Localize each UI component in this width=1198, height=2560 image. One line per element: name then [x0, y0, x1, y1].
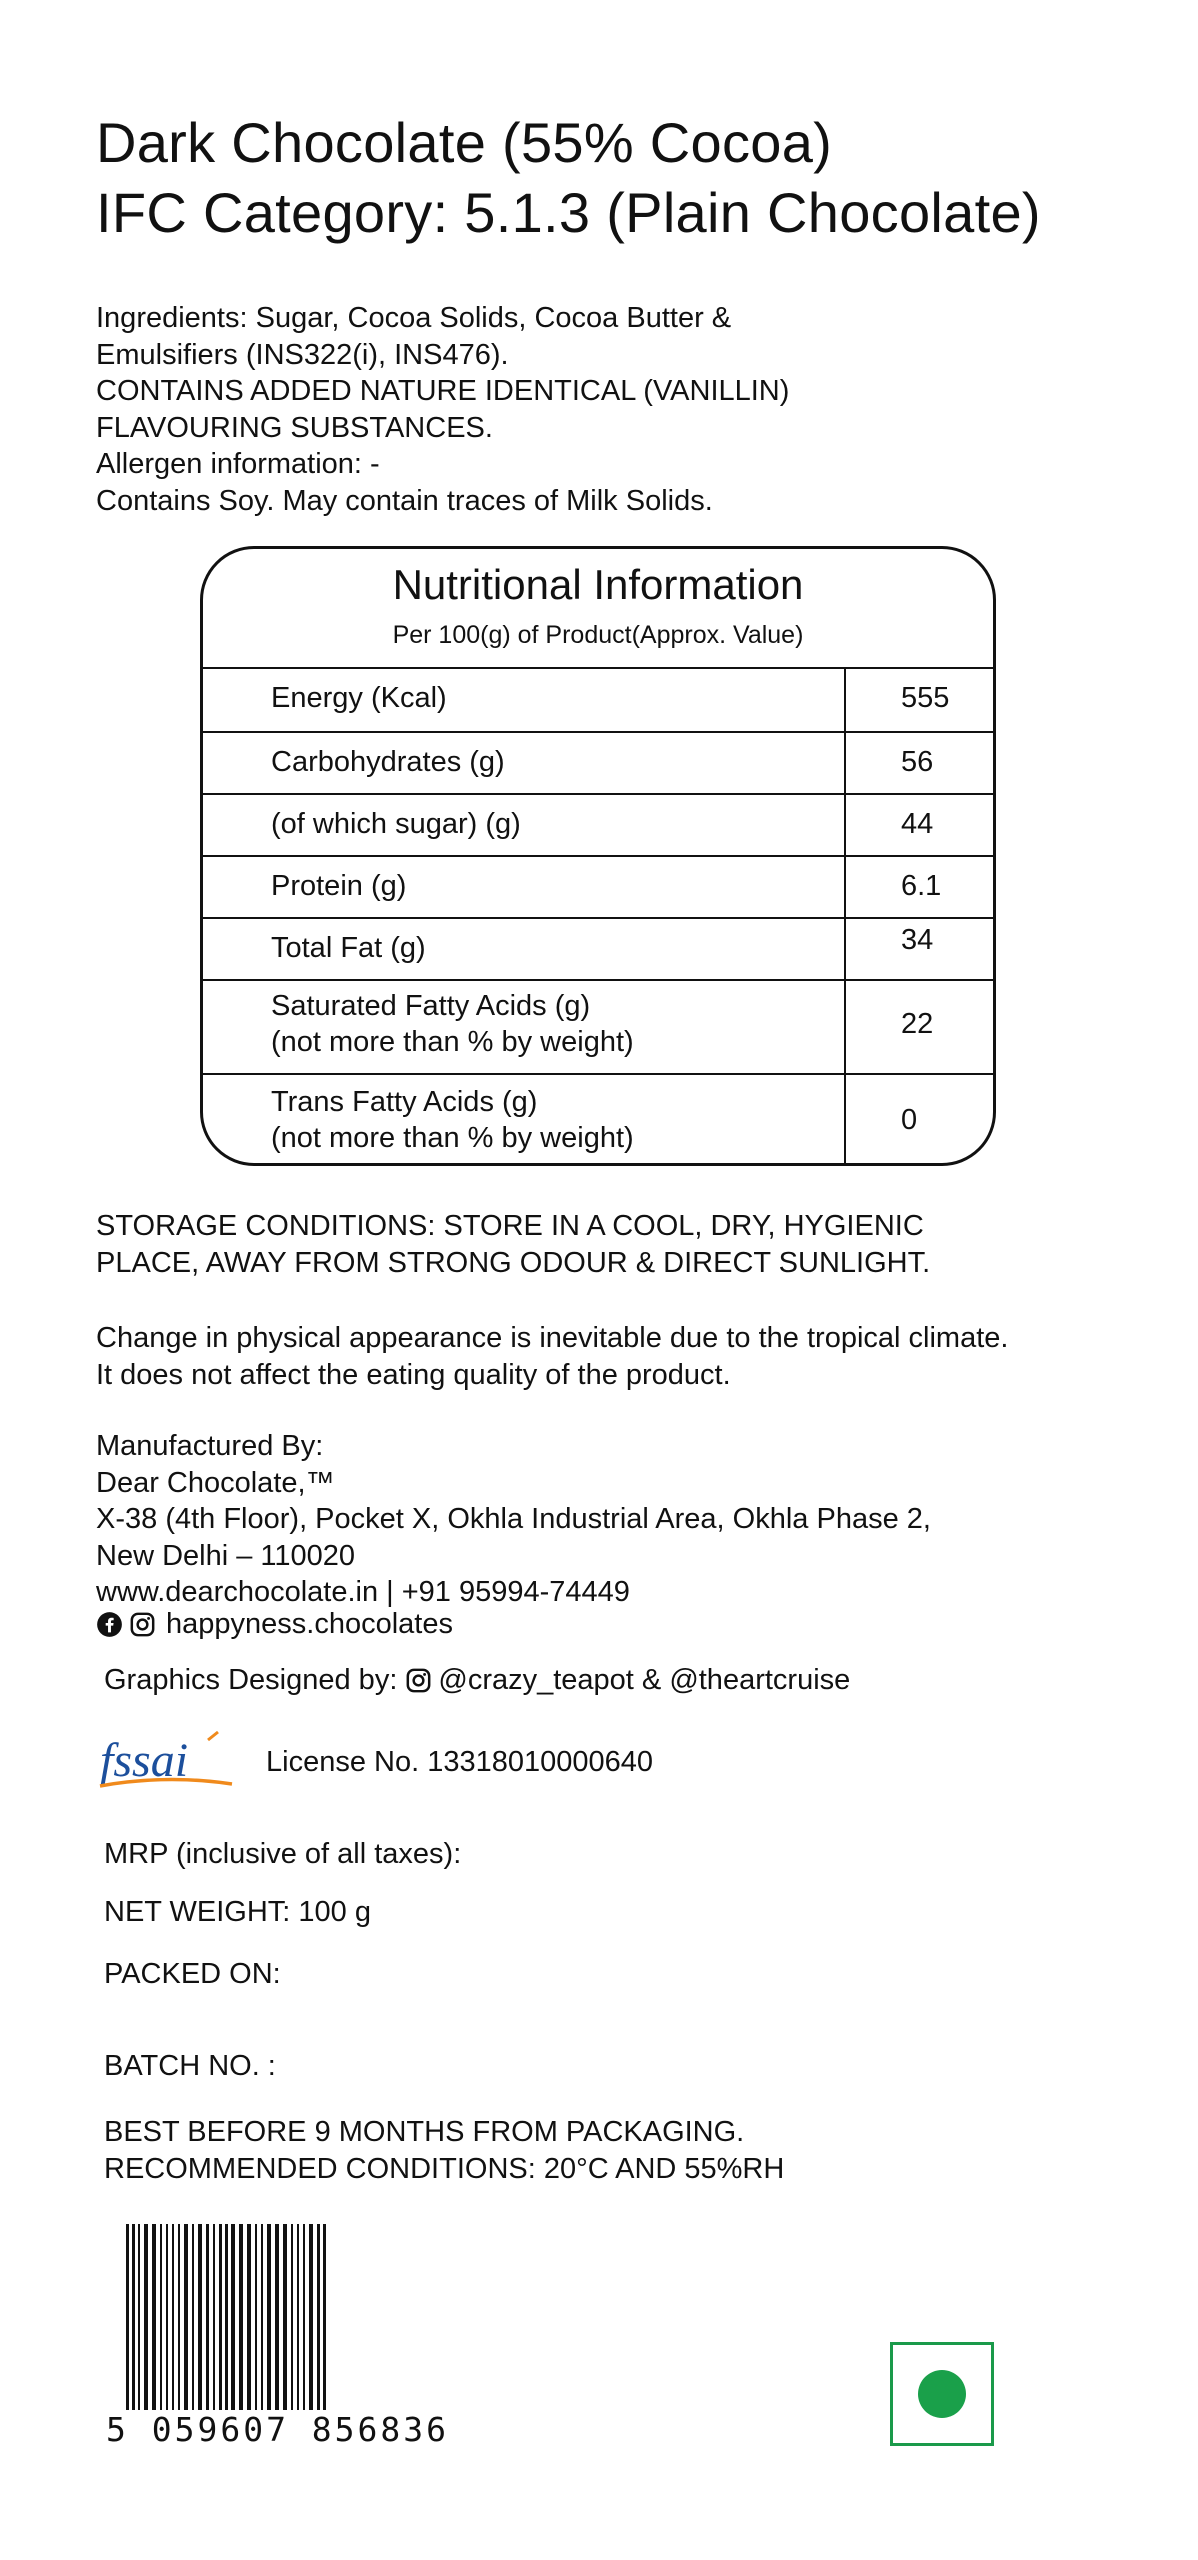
- best-before-line: BEST BEFORE 9 MONTHS FROM PACKAGING.: [104, 2116, 745, 2148]
- product-title: Dark Chocolate (55% Cocoa): [96, 111, 833, 174]
- barcode-bar: [297, 2224, 299, 2410]
- social-handle: happyness.chocolates: [166, 1608, 453, 1640]
- ingredients-line: Contains Soy. May contain traces of Milk Solids.: [96, 484, 713, 517]
- barcode-bar: [184, 2224, 188, 2410]
- manufacturer-line: www.dearchocolate.in | +91 95994-74449: [96, 1576, 630, 1608]
- graphics-credits: [104, 1662, 850, 1698]
- storage-line: PLACE, AWAY FROM STRONG ODOUR & DIRECT SUNLIGHT.: [96, 1246, 931, 1279]
- barcode-bar: [261, 2224, 263, 2410]
- table-divider: [203, 917, 993, 919]
- nutrition-row-label: Protein (g): [271, 870, 407, 902]
- social-handle-row: [96, 1606, 453, 1642]
- barcode-bar: [247, 2224, 251, 2410]
- instagram-icon: [129, 1611, 156, 1638]
- table-divider: [203, 793, 993, 795]
- fssai-logo-text: fssai: [100, 1734, 189, 1787]
- best-before-block: [104, 2114, 784, 2187]
- veg-dot: [918, 2370, 966, 2418]
- nutrition-row-value: 22: [901, 1008, 934, 1040]
- table-divider: [203, 667, 993, 669]
- facebook-icon: [96, 1611, 123, 1638]
- nutrition-row-label: Total Fat (g): [271, 932, 426, 964]
- barcode-bar: [283, 2224, 287, 2410]
- nutrition-subtitle: Per 100(g) of Product(Approx. Value): [392, 621, 804, 649]
- fssai-logo: [96, 1726, 236, 1796]
- barcode-bar: [231, 2224, 235, 2410]
- ingredients-line: FLAVOURING SUBSTANCES.: [96, 411, 493, 444]
- barcode-bar: [213, 2224, 215, 2410]
- ifc-category: IFC Category: 5.1.3 (Plain Chocolate): [96, 181, 1041, 244]
- nutrition-title: Nutritional Information: [392, 561, 804, 608]
- barcode-bar: [138, 2224, 140, 2410]
- table-divider: [203, 731, 993, 733]
- note-line: Change in physical appearance is inevitable due to the tropical climate.: [96, 1322, 1009, 1354]
- batch-number-field: BATCH NO. :: [104, 2050, 276, 2082]
- barcode-bar: [192, 2224, 194, 2410]
- fssai-license: License No. 13318010000640: [266, 1746, 653, 1778]
- instagram-icon: [405, 1667, 432, 1694]
- manufacturer-line: Manufactured By:: [96, 1430, 324, 1462]
- nutrition-row-value: 56: [901, 746, 934, 778]
- barcode-bar: [198, 2224, 202, 2410]
- barcode-bar: [206, 2224, 209, 2410]
- barcode-bar: [166, 2224, 168, 2410]
- table-divider: [203, 979, 993, 981]
- nutrition-row-sublabel: (not more than % by weight): [271, 1026, 634, 1058]
- ingredients-line: CONTAINS ADDED NATURE IDENTICAL (VANILLIN): [96, 375, 790, 407]
- climate-note: [96, 1320, 1008, 1393]
- nutrition-row-value: 44: [901, 808, 934, 840]
- best-before-line: RECOMMENDED CONDITIONS: 20°C AND 55%RH: [104, 2152, 785, 2185]
- barcode-bar: [152, 2224, 156, 2410]
- note-line: It does not affect the eating quality of the product.: [96, 1358, 731, 1391]
- barcode-bar: [291, 2224, 293, 2410]
- barcode-bar: [267, 2224, 271, 2410]
- nutrition-table: [200, 546, 996, 1166]
- ingredients-line: Allergen information: -: [96, 448, 380, 480]
- credits-handles: @crazy_teapot & @theartcruise: [438, 1664, 851, 1696]
- manufacturer-line: Dear Chocolate,™: [96, 1466, 335, 1499]
- barcode-bar: [275, 2224, 279, 2410]
- barcode-bar: [255, 2224, 257, 2410]
- manufacturer-line: New Delhi – 110020: [96, 1539, 356, 1572]
- nutrition-row-label: Carbohydrates (g): [271, 746, 505, 778]
- nutrition-row-label: Trans Fatty Acids (g): [271, 1086, 538, 1118]
- ingredients-block: [96, 300, 789, 519]
- barcode-bar: [160, 2224, 162, 2410]
- manufacturer-line: X-38 (4th Floor), Pocket X, Okhla Industrial Area, Okhla Phase 2,: [96, 1503, 931, 1535]
- ingredients-line: Emulsifiers (INS322(i), INS476).: [96, 338, 509, 371]
- storage-line: STORAGE CONDITIONS: STORE IN A COOL, DRY, HYGIENIC: [96, 1210, 924, 1242]
- nutrition-row-value: 0: [901, 1104, 918, 1136]
- credits-prefix: Graphics Designed by:: [104, 1664, 398, 1696]
- barcode-bar: [239, 2224, 243, 2410]
- nutrition-row-value: 6.1: [901, 870, 942, 902]
- nutrition-row-value: 555: [901, 682, 950, 714]
- nutrition-row-label: Energy (Kcal): [271, 682, 447, 714]
- storage-conditions: [96, 1208, 930, 1281]
- barcode-bar: [309, 2224, 313, 2410]
- manufacturer-block: [96, 1428, 931, 1611]
- packed-on-field: PACKED ON:: [104, 1958, 281, 1990]
- barcode-bar: [178, 2224, 180, 2410]
- table-column-divider: [844, 667, 846, 1163]
- veg-symbol: [890, 2342, 994, 2446]
- barcode-number: 5 059607 856836: [106, 2410, 450, 2449]
- barcode-bar: [144, 2224, 148, 2410]
- table-divider: [203, 1073, 993, 1075]
- nutrition-row-value: 34: [901, 924, 934, 956]
- nutrition-row-label: Saturated Fatty Acids (g): [271, 990, 591, 1022]
- mrp-field: MRP (inclusive of all taxes):: [104, 1838, 462, 1870]
- ingredients-line: Ingredients: Sugar, Cocoa Solids, Cocoa Butter &: [96, 302, 732, 334]
- nutrition-row-sublabel: (not more than % by weight): [271, 1122, 634, 1154]
- table-divider: [203, 855, 993, 857]
- nutrition-row-label: (of which sugar) (g): [271, 808, 521, 840]
- barcode-bar: [303, 2224, 305, 2410]
- net-weight: NET WEIGHT: 100 g: [104, 1896, 371, 1928]
- barcode-bar: [172, 2224, 174, 2410]
